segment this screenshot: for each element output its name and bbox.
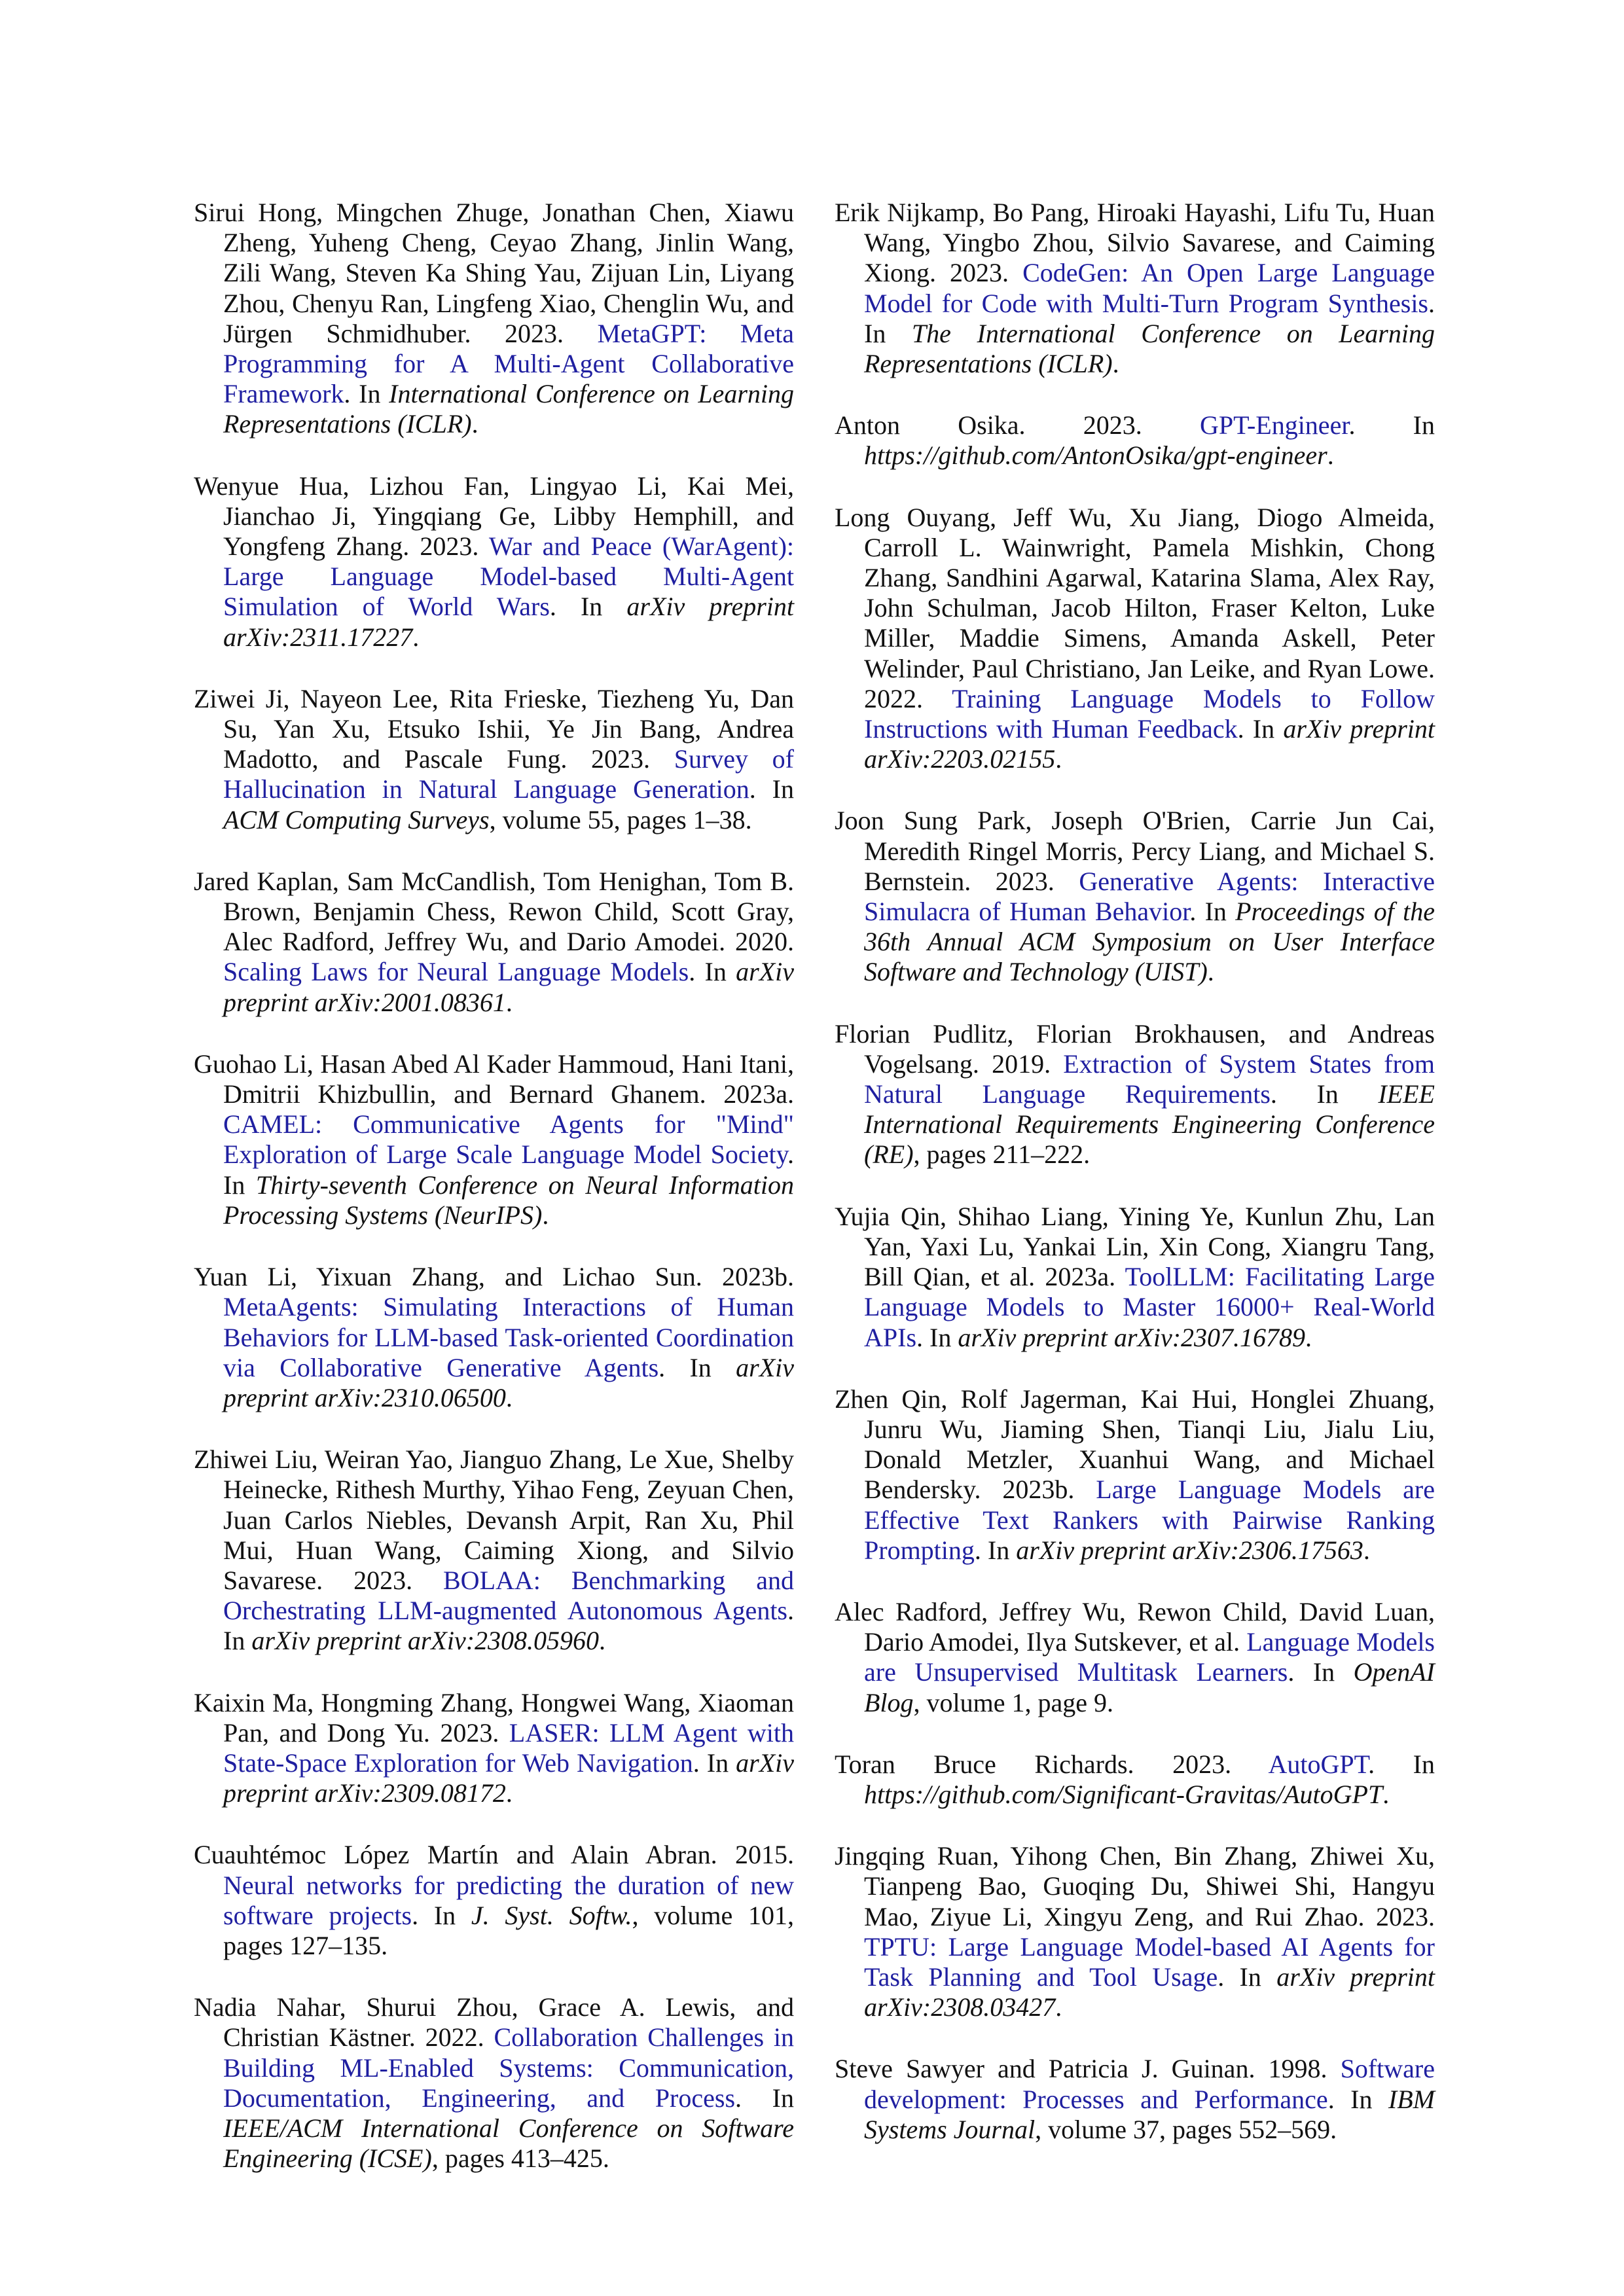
reference-details: .	[1055, 1992, 1062, 2022]
reference-in: . In	[659, 1352, 736, 1382]
reference-venue: arXiv preprint arXiv:2306.17563	[1016, 1535, 1363, 1565]
reference-entry	[194, 198, 794, 440]
references-column-left	[194, 198, 794, 2205]
reference-authors: Zhen Qin, Rolf Jagerman, Kai Hui, Honglei Zhuang, Junru Wu, Jiaming Shen, Tianqi Liu, Jialu Liu, Donald Metzler, Xuanhui Wang, and Michael Bendersky. 2023b.	[835, 1384, 1435, 1505]
reference-details: , volume 1, page 9.	[913, 1687, 1114, 1717]
reference-authors: Ziwei Ji, Nayeon Lee, Rita Frieske, Tiezheng Yu, Dan Su, Yan Xu, Etsuko Ishii, Ye Jin Bang, Andrea Madotto, and Pascale Fung. 2023.	[194, 683, 794, 774]
reference-title-link[interactable]: Scaling Laws for Neural Language Models	[223, 957, 689, 987]
reference-details: , pages 413–425.	[431, 2144, 609, 2174]
reference-venue: The International Conference on Learning Representations (ICLR)	[864, 318, 1435, 379]
reference-entry	[194, 1688, 794, 1809]
reference-venue: arXiv preprint arXiv:2203.02155	[864, 714, 1435, 774]
reference-entry	[835, 503, 1435, 775]
reference-authors: Jared Kaplan, Sam McCandlish, Tom Henighan, Tom B. Brown, Benjamin Chess, Rewon Child, Scott Gray, Alec Radford, Jeffrey Wu, and Dario Amodei. 2020.	[194, 866, 794, 957]
reference-details: .	[1305, 1322, 1312, 1352]
reference-title-link[interactable]: MetaAgents: Simulating Interactions of Human Behaviors for LLM-based Task-oriented Coordination via Collaborative Generative Agents	[223, 1292, 794, 1382]
reference-venue: International Conference on Learning Representations (ICLR)	[223, 379, 794, 439]
reference-venue: ACM Computing Surveys	[223, 804, 490, 834]
reference-entry	[835, 1019, 1435, 1170]
reference-in: . In	[223, 1596, 794, 1656]
reference-authors: Alec Radford, Jeffrey Wu, Rewon Child, David Luan, Dario Amodei, Ilya Sutskever, et al.	[835, 1596, 1435, 1657]
reference-entry	[194, 867, 794, 1018]
reference-title-link[interactable]: Large Language Models are Effective Text Rankers with Pairwise Ranking Prompting	[864, 1475, 1435, 1565]
reference-title-link[interactable]: Extraction of System States from Natural Language Requirements	[864, 1049, 1435, 1109]
reference-authors: Joon Sung Park, Joseph O'Brien, Carrie Jun Cai, Meredith Ringel Morris, Percy Liang, and Michael S. Bernstein. 2023.	[835, 806, 1435, 896]
reference-entry	[835, 806, 1435, 987]
reference-authors: Steve Sawyer and Patricia J. Guinan. 1998.	[835, 2054, 1341, 2084]
reference-entry	[835, 1202, 1435, 1353]
reference-venue: arXiv preprint arXiv:2309.08172	[223, 1748, 794, 1808]
reference-title-link[interactable]: BOLAA: Benchmarking and Orchestrating LLM-augmented Autonomous Agents	[223, 1565, 794, 1626]
reference-entry	[835, 1597, 1435, 1718]
reference-details: , pages 211–222.	[913, 1139, 1091, 1170]
reference-in: . In	[549, 592, 627, 622]
reference-venue: arXiv preprint arXiv:2001.08361	[223, 957, 794, 1017]
reference-title-link[interactable]: AutoGPT	[1268, 1749, 1369, 1779]
reference-title-link[interactable]: CAMEL: Communicative Agents for "Mind" Exploration of Large Scale Language Model Society	[223, 1109, 794, 1170]
reference-authors: Zhiwei Liu, Weiran Yao, Jianguo Zhang, Le Xue, Shelby Heinecke, Rithesh Murthy, Yihao Feng, Zeyuan Chen, Juan Carlos Niebles, Devansh Arpit, Ran Xu, Phil Mui, Huan Wang, Caiming Xiong, and Silvio Savarese. 2023.	[194, 1444, 794, 1595]
reference-in: . In	[223, 1139, 794, 1200]
reference-title-link[interactable]: Language Models are Unsupervised Multitask Learners	[864, 1627, 1435, 1687]
reference-details: .	[599, 1626, 606, 1656]
reference-title-link[interactable]: Software development: Processes and Performance	[864, 2054, 1435, 2114]
reference-details: .	[412, 622, 420, 652]
reference-in: . In	[693, 1748, 736, 1778]
reference-details: .	[505, 987, 513, 1017]
reference-entry	[194, 471, 794, 653]
reference-entry	[194, 1444, 794, 1656]
reference-venue: arXiv preprint arXiv:2307.16789	[958, 1322, 1306, 1352]
reference-title-link[interactable]: CodeGen: An Open Large Language Model for Code with Multi-Turn Program Synthesis	[864, 258, 1435, 318]
reference-title-link[interactable]: Generative Agents: Interactive Simulacra of Human Behavior	[864, 866, 1435, 927]
reference-entry	[835, 410, 1435, 471]
reference-venue: arXiv preprint arXiv:2308.03427	[864, 1962, 1435, 2022]
reference-venue: Proceedings of the 36th Annual ACM Symposium on User Interface Software and Technology (UIST)	[864, 897, 1435, 987]
reference-title-link[interactable]: LASER: LLM Agent with State-Space Exploration for Web Navigation	[223, 1717, 794, 1778]
reference-venue: IEEE/ACM International Conference on Software Engineering (ICSE)	[223, 2113, 794, 2174]
reference-venue: https://github.com/AntonOsika/gpt-engineer	[864, 440, 1327, 471]
reference-title-link[interactable]: Neural networks for predicting the duration of new software projects	[223, 1870, 794, 1930]
reference-authors: Toran Bruce Richards. 2023.	[835, 1749, 1269, 1779]
reference-authors: Jingqing Ruan, Yihong Chen, Bin Zhang, Zhiwei Xu, Tianpeng Bao, Guoqing Du, Shiwei Shi, Hangyu Mao, Ziyue Li, Xingyu Zeng, and Rui Zhao. 2023.	[835, 1841, 1435, 1931]
reference-in: . In	[1288, 1657, 1354, 1687]
references-column-right	[835, 198, 1435, 2176]
reference-in: . In	[735, 2083, 794, 2113]
reference-entry	[835, 198, 1435, 379]
reference-in: . In	[974, 1535, 1017, 1565]
reference-authors: Wenyue Hua, Lizhou Fan, Lingyao Li, Kai Mei, Jianchao Ji, Yingqiang Ge, Libby Hemphill, and Yongfeng Zhang. 2023.	[194, 471, 794, 562]
reference-title-link[interactable]: ToolLLM: Facilitating Large Language Models to Master 16000+ Real-World APIs	[864, 1262, 1435, 1352]
reference-authors: Long Ouyang, Jeff Wu, Xu Jiang, Diogo Almeida, Carroll L. Wainwright, Pamela Mishkin, Chong Zhang, Sandhini Agarwal, Katarina Slama, Alex Ray, John Schulman, Jacob Hilton, Fraser Kelton, Luke Miller, Maddie Simens, Amanda Askell, Peter Welinder, Paul Christiano, Jan Leike, and Ryan Lowe. 2022.	[835, 502, 1435, 713]
reference-entry	[194, 1840, 794, 1961]
reference-details: .	[1112, 349, 1119, 379]
reference-authors: Yujia Qin, Shihao Liang, Yining Ye, Kunlun Zhu, Lan Yan, Yaxi Lu, Yankai Lin, Xin Cong, Xiangru Tang, Bill Qian, et al. 2023a.	[835, 1201, 1435, 1292]
reference-title-link[interactable]: Collaboration Challenges in Building ML-Enabled Systems: Communication, Documentation, Engineering, and Process	[223, 2022, 794, 2113]
reference-authors: Yuan Li, Yixuan Zhang, and Lichao Sun. 2023b.	[194, 1262, 794, 1292]
reference-in: . In	[344, 379, 389, 409]
reference-authors: Florian Pudlitz, Florian Brokhausen, and Andreas Vogelsang. 2019.	[835, 1018, 1435, 1079]
reference-details: .	[542, 1200, 549, 1230]
reference-details: .	[505, 1778, 513, 1808]
reference-title-link[interactable]: GPT-Engineer	[1200, 410, 1349, 440]
reference-venue: arXiv preprint arXiv:2311.17227	[223, 592, 794, 652]
reference-title-link[interactable]: Training Language Models to Follow Instructions with Human Feedback	[864, 683, 1435, 744]
reference-venue: Thirty-seventh Conference on Neural Information Processing Systems (NeurIPS)	[223, 1170, 794, 1230]
reference-title-link[interactable]: War and Peace (WarAgent): Large Language Model-based Multi-Agent Simulation of World Wars	[223, 531, 794, 622]
reference-entry	[835, 2054, 1435, 2145]
reference-title-link[interactable]: TPTU: Large Language Model-based AI Agents for Task Planning and Tool Usage	[864, 1931, 1435, 1992]
reference-details: .	[1327, 440, 1334, 471]
reference-in: . In	[1270, 1079, 1379, 1109]
reference-title-link[interactable]: Survey of Hallucination in Natural Language Generation	[223, 744, 795, 804]
reference-venue: IEEE International Requirements Engineering Conference (RE)	[864, 1079, 1435, 1170]
reference-authors: Kaixin Ma, Hongming Zhang, Hongwei Wang, Xiaoman Pan, and Dong Yu. 2023.	[194, 1687, 794, 1748]
reference-details: .	[1207, 957, 1214, 987]
reference-in: . In	[1189, 897, 1236, 927]
reference-details: .	[1055, 744, 1062, 774]
reference-authors: Anton Osika. 2023.	[835, 410, 1200, 440]
reference-authors: Cuauhtémoc López Martín and Alain Abran. 2015.	[194, 1840, 794, 1870]
reference-in: . In	[412, 1900, 471, 1930]
reference-details: .	[1363, 1535, 1370, 1565]
reference-in: . In	[1237, 714, 1284, 744]
reference-in: . In	[864, 288, 1435, 348]
reference-venue: IBM Systems Journal	[864, 2084, 1435, 2144]
reference-in: . In	[1348, 410, 1435, 440]
reference-in: . In	[689, 957, 736, 987]
reference-entry	[194, 1049, 794, 1230]
reference-in: . In	[1368, 1749, 1435, 1779]
reference-details: .	[471, 409, 478, 439]
reference-details: .	[1382, 1779, 1390, 1809]
reference-venue: arXiv preprint arXiv:2308.05960	[251, 1626, 600, 1656]
reference-entry	[835, 1749, 1435, 1810]
reference-authors: Sirui Hong, Mingchen Zhuge, Jonathan Chen, Xiawu Zheng, Yuheng Cheng, Ceyao Zhang, Jinlin Wang, Zili Wang, Steven Ka Shing Yau, Zijuan Lin, Liyang Zhou, Chenyu Ran, Lingfeng Xiao, Chenglin Wu, and Jürgen Schmidhuber. 2023.	[194, 198, 794, 348]
reference-authors: Guohao Li, Hasan Abed Al Kader Hammoud, Hani Itani, Dmitrii Khizbullin, and Bernard Ghanem. 2023a.	[194, 1049, 794, 1109]
reference-entry	[835, 1841, 1435, 2022]
reference-details: , volume 101, pages 127–135.	[223, 1900, 795, 1960]
reference-entry	[194, 1262, 794, 1413]
reference-venue: arXiv preprint arXiv:2310.06500	[223, 1352, 794, 1412]
reference-venue: J. Syst. Softw.	[471, 1900, 632, 1930]
reference-title-link[interactable]: MetaGPT: Meta Programming for A Multi-Agent Collaborative Framework	[223, 318, 794, 409]
reference-venue: https://github.com/Significant-Gravitas/AutoGPT	[864, 1779, 1383, 1809]
reference-authors: Erik Nijkamp, Bo Pang, Hiroaki Hayashi, Lifu Tu, Huan Wang, Yingbo Zhou, Silvio Savarese, and Caiming Xiong. 2023.	[835, 198, 1435, 288]
reference-details: .	[505, 1382, 513, 1412]
reference-in: . In	[1327, 2084, 1388, 2114]
reference-in: . In	[1218, 1962, 1277, 1992]
reference-in: . In	[749, 774, 794, 804]
reference-entry	[194, 1992, 794, 2174]
reference-entry	[194, 684, 794, 835]
reference-details: , volume 55, pages 1–38.	[489, 804, 752, 834]
reference-authors: Nadia Nahar, Shurui Zhou, Grace A. Lewis, and Christian Kästner. 2022.	[194, 1992, 794, 2053]
reference-entry	[835, 1384, 1435, 1566]
reference-venue: OpenAI Blog	[864, 1657, 1435, 1717]
reference-in: . In	[916, 1322, 958, 1352]
reference-details: , volume 37, pages 552–569.	[1035, 2114, 1337, 2144]
